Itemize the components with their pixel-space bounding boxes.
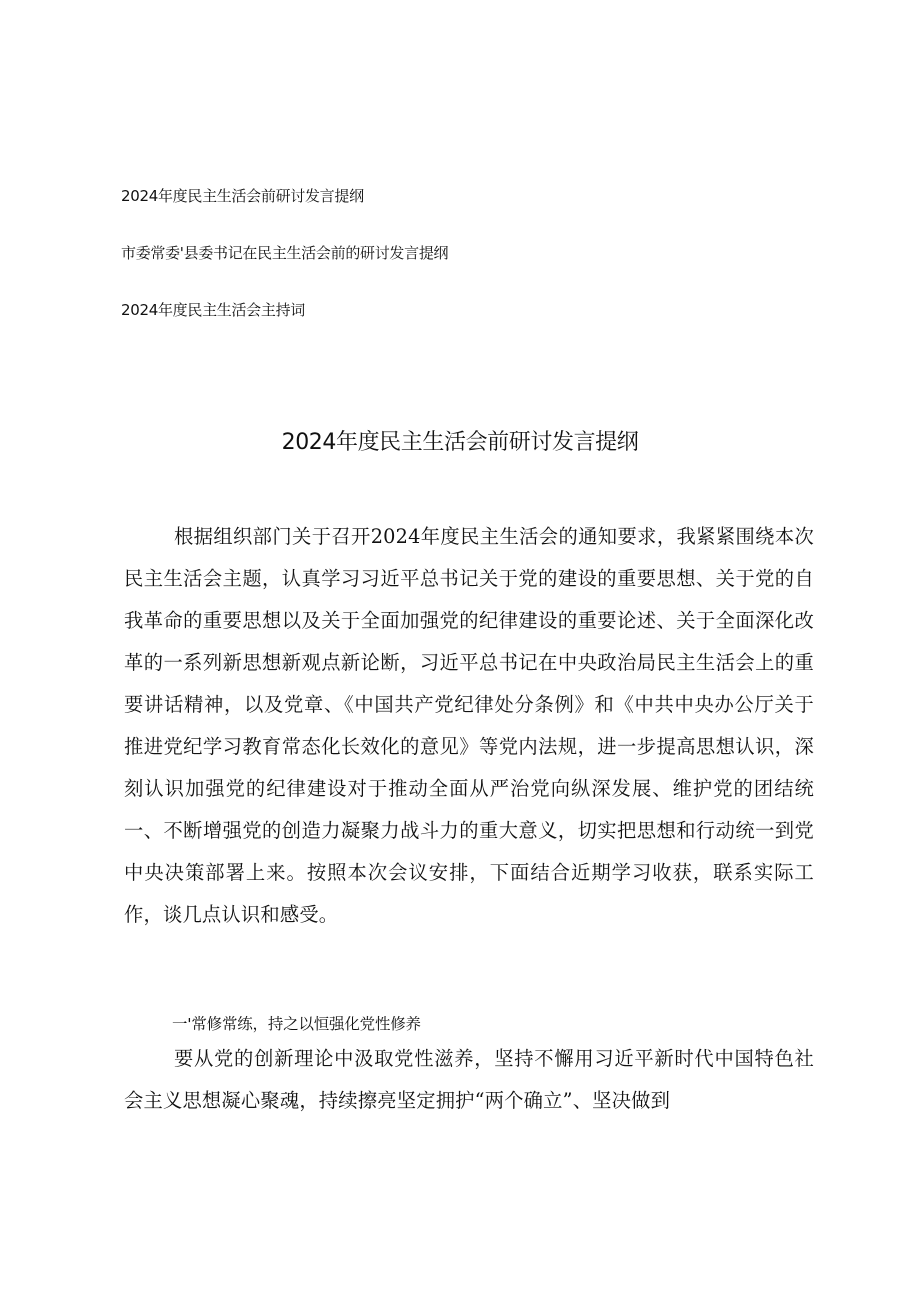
toc-item-2: 市委常委'县委书记在民主生活会前的研讨发言提纲 xyxy=(121,244,449,262)
section-heading-1: 一'常修常练，持之以恒强化党性修养 xyxy=(172,1015,421,1033)
body-paragraph-2: 要从党的创新理论中汲取党性滋养，坚持不懈用习近平新时代中国特色社会主义思想凝心聚魂，持续擦亮坚定拥护“两个确立”、坚决做到 xyxy=(124,1047,814,1112)
body-paragraph-1: 根据组织部门关于召开2024年度民主生活会的通知要求，我紧紧围绕本次民主生活会主题，认真学习习近平总书记关于党的建设的重要思想、关于党的自我革命的重要思想以及关于全面加强党的纪律建设的重要论述、关于全面深化改革的一系列新思想新观点新论断，习近平总书记在中央政治局民主生活会上的重要讲话精神，以及党章、《中国共产党纪律处分条例》和《中共中央办公厅关于推进党纪学习教育常态化长效化的意见》等党内法规，进一步提高思想认识，深刻认识加强党的纪律建设对于推动全面从严治党向纵深发展、维护党的团结统一、不断增强党的创造力凝聚力战斗力的重大意义，切实把思想和行动统一到党中央决策部署上来。按照本次会议安排，下面结合近期学习收获，联系实际工作，谈几点认识和感受。 xyxy=(124,525,814,926)
toc-item-3: 2024年度民主生活会主持词 xyxy=(121,301,305,319)
document-title: 2024年度民主生活会前研讨发言提纲 xyxy=(281,430,639,455)
toc-item-1: 2024年度民主生活会前研讨发言提纲 xyxy=(121,187,364,205)
